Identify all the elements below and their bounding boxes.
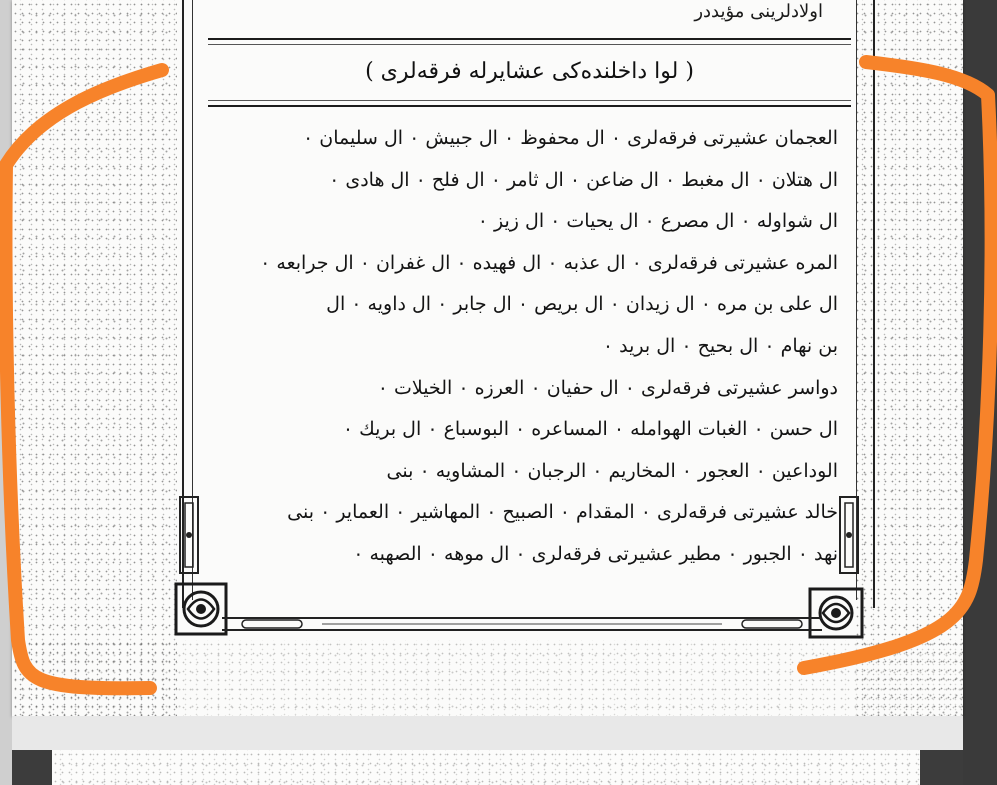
divider-rule xyxy=(208,44,851,45)
sidebar-strip xyxy=(0,0,12,785)
tribes-list xyxy=(208,118,838,576)
previous-paragraph-end: اولادلرينى مؤيددر xyxy=(694,1,823,22)
ornamental-border xyxy=(222,612,822,636)
text-line: ال حسن ٠ الغبات الهوامله ٠ المساعره ٠ البوسباع ٠ ال بريك ٠ xyxy=(342,418,838,441)
text-line: نهد ٠ الجبور ٠ مطير عشيرتى فرقه‌لرى ٠ ال موهه ٠ الصهبه ٠ xyxy=(353,542,838,565)
scan-noise xyxy=(52,750,920,785)
document-page xyxy=(12,0,963,716)
scan-noise-left xyxy=(12,0,177,716)
text-line: العجمان عشيرتى فرقه‌لرى ٠ ال محفوظ ٠ ال جبيش ٠ ال سليمان ٠ xyxy=(303,127,838,149)
text-line: دواسر عشيرتى فرقه‌لرى ٠ ال حفيان ٠ العرزه ٠ الخيلات ٠ xyxy=(377,376,838,399)
text-line: ال شواوله ٠ ال مصرع ٠ ال يحيات ٠ ال زيز ٠ xyxy=(477,210,838,233)
ornament-left-icon xyxy=(174,495,204,575)
scrollbar[interactable] xyxy=(963,0,997,785)
divider-rule xyxy=(208,38,851,40)
text-line: ال على بن مره ٠ ال زيدان ٠ ال بريص ٠ ال جابر ٠ ال داويه ٠ ال xyxy=(326,293,838,316)
scan-noise-bottom xyxy=(12,640,963,716)
text-line: المره عشيرتى فرقه‌لرى ٠ ال عذبه ٠ ال فهيده ٠ ال غفران ٠ ال جرابعه ٠ xyxy=(260,251,838,274)
ornament-right-icon xyxy=(834,495,864,575)
corner-rosette-icon xyxy=(174,582,228,636)
divider-rule xyxy=(208,105,851,107)
text-line: الوداعين ٠ العجور ٠ المخاريم ٠ الرجبان ٠ المشاويه ٠ بنى xyxy=(386,459,838,482)
text-line: خالد عشيرتى فرقه‌لرى ٠ المقدام ٠ الصبيح ٠ المهاشير ٠ العماير ٠ بنى xyxy=(287,501,838,524)
divider-rule xyxy=(208,100,851,101)
page-separator xyxy=(12,716,963,750)
text-line: ال هتلان ٠ ال مغبط ٠ ال ضاعن ٠ ال ثامر ٠ ال فلح ٠ ال هادى ٠ xyxy=(329,168,838,191)
next-document-page xyxy=(52,750,920,785)
text-line: بن نهام ٠ ال بحيح ٠ ال بريد ٠ xyxy=(602,334,838,357)
section-title: ( لوا داخلنده‌كى عشايرله فرقه‌لرى ) xyxy=(365,59,694,84)
